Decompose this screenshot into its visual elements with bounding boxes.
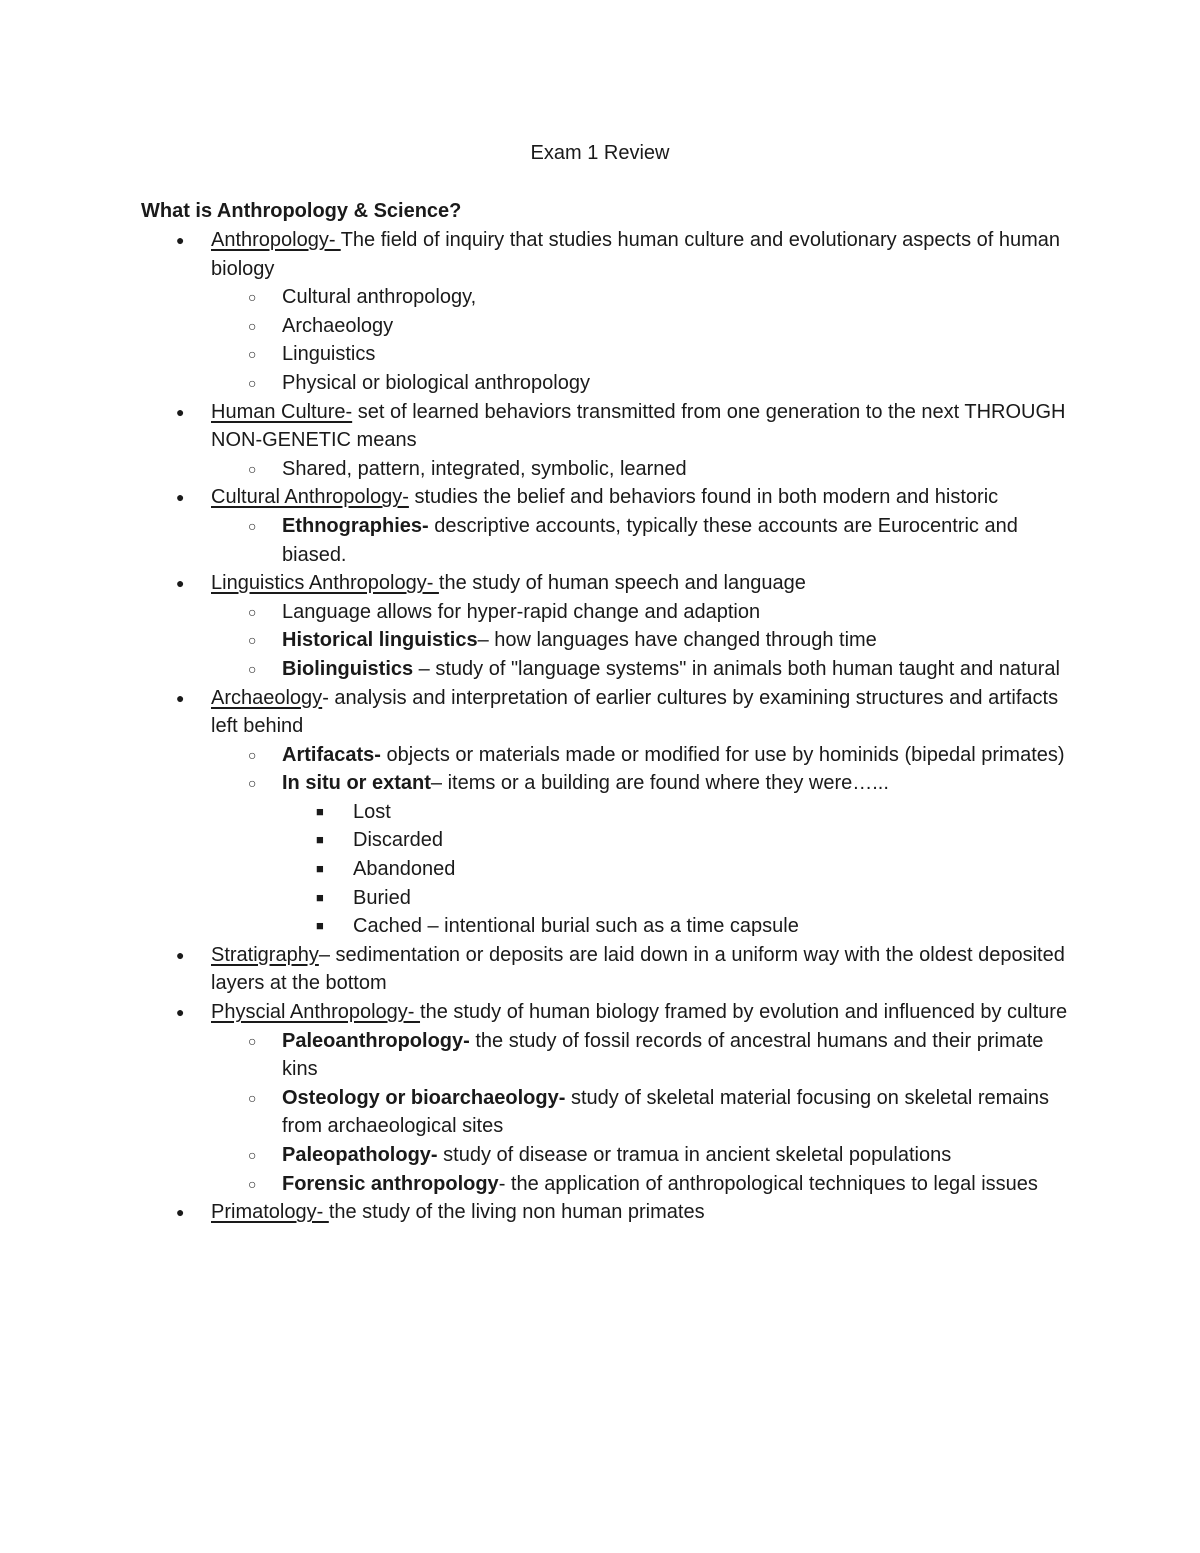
item-term: Physcial Anthropology- bbox=[211, 1001, 421, 1024]
item-text: the study of fossil records of ancestral humans and their primate kins bbox=[282, 1029, 1044, 1081]
outline-list bbox=[0, 226, 1200, 1227]
bullet-square-icon: ■ bbox=[316, 861, 324, 877]
item-text: Cultural anthropology, bbox=[282, 286, 477, 309]
item-term: Human Culture- bbox=[211, 400, 353, 423]
item-term: Ethnographies- bbox=[282, 514, 429, 537]
bullet-filled-icon: ● bbox=[176, 403, 185, 420]
bullet-hollow-icon: ○ bbox=[248, 660, 257, 677]
outline-item-level-2 bbox=[0, 312, 1200, 341]
item-text: – how languages have changed through time bbox=[477, 629, 877, 652]
bullet-hollow-icon: ○ bbox=[248, 1032, 257, 1049]
item-text: study of disease or tramua in ancient skeletal populations bbox=[437, 1144, 952, 1166]
item-text: Buried bbox=[353, 886, 411, 909]
item-text: objects or materials made or modified for use by hominids (bipedal primates) bbox=[380, 743, 1065, 766]
outline-item-level-1 bbox=[0, 398, 1200, 455]
document-title: Exam 1 Review bbox=[530, 142, 670, 164]
item-term: Artifacats- bbox=[282, 743, 381, 766]
outline-item-level-2 bbox=[0, 741, 1200, 770]
outline-item-level-1 bbox=[0, 569, 1200, 598]
item-text: set of learned behaviors transmitted from one generation to the next THROUGH NON-GENETIC means bbox=[211, 400, 1066, 452]
item-term: Paleopathology- bbox=[282, 1144, 438, 1166]
bullet-filled-icon: ● bbox=[176, 1204, 185, 1221]
item-term: Archaeology bbox=[211, 686, 323, 709]
bullet-hollow-icon: ○ bbox=[248, 374, 257, 391]
outline-item-level-2 bbox=[0, 655, 1200, 684]
outline-item-level-3 bbox=[0, 912, 1200, 941]
outline-item-level-1 bbox=[0, 998, 1200, 1027]
item-term: Cultural Anthropology- bbox=[211, 486, 409, 509]
item-term: In situ or extant bbox=[282, 772, 431, 795]
item-term: Forensic anthropology bbox=[282, 1172, 499, 1195]
outline-item-level-3 bbox=[0, 798, 1200, 827]
outline-item-level-1 bbox=[0, 684, 1200, 741]
item-text: Physical or biological anthropology bbox=[282, 371, 590, 394]
bullet-square-icon: ■ bbox=[316, 803, 324, 819]
item-term: Stratigraphy bbox=[211, 943, 319, 966]
outline-item-level-3 bbox=[0, 855, 1200, 884]
outline-item-level-2 bbox=[0, 1027, 1200, 1084]
bullet-hollow-icon: ○ bbox=[248, 289, 257, 306]
item-text: studies the belief and behaviors found in both modern and historic bbox=[408, 486, 999, 509]
bullet-filled-icon: ● bbox=[176, 946, 185, 963]
outline-item-level-1 bbox=[0, 941, 1200, 998]
bullet-filled-icon: ● bbox=[176, 1004, 185, 1021]
item-text: Language allows for hyper-rapid change and adaption bbox=[282, 600, 761, 623]
bullet-hollow-icon: ○ bbox=[248, 517, 257, 534]
outline-item-level-2 bbox=[0, 455, 1200, 484]
item-text: – items or a building are found where they were…... bbox=[430, 772, 889, 795]
bullet-filled-icon: ● bbox=[176, 489, 185, 506]
item-term: Osteology or bioarchaeology- bbox=[282, 1086, 566, 1109]
outline-item-level-2 bbox=[0, 769, 1200, 798]
outline-item-level-2 bbox=[0, 598, 1200, 627]
item-text: the study of human biology framed by evolution and influenced by culture bbox=[420, 1001, 1068, 1024]
bullet-filled-icon: ● bbox=[176, 232, 185, 248]
item-text: – study of "language systems" in animals both human taught and natural bbox=[413, 657, 1060, 680]
bullet-hollow-icon: ○ bbox=[248, 1147, 257, 1163]
bullet-hollow-icon: ○ bbox=[248, 746, 257, 763]
outline-item-level-3 bbox=[0, 826, 1200, 855]
item-text: study of skeletal material focusing on skeletal remains from archaeological sites bbox=[282, 1086, 1049, 1138]
item-text: – sedimentation or deposits are laid down in a uniform way with the oldest deposited layers at the bottom bbox=[211, 943, 1065, 995]
bullet-square-icon: ■ bbox=[316, 832, 324, 848]
outline-item-level-2 bbox=[0, 283, 1200, 312]
item-term: Anthropology- bbox=[211, 229, 341, 251]
outline-item-level-1 bbox=[0, 483, 1200, 512]
outline-item-level-2 bbox=[0, 1170, 1200, 1199]
outline-item-level-1 bbox=[0, 1198, 1200, 1227]
outline-item-level-1 bbox=[0, 226, 1200, 283]
bullet-hollow-icon: ○ bbox=[248, 1089, 257, 1106]
bullet-hollow-icon: ○ bbox=[248, 460, 257, 477]
item-text: Discarded bbox=[353, 829, 444, 852]
bullet-hollow-icon: ○ bbox=[248, 632, 257, 649]
item-text: The field of inquiry that studies human culture and evolutionary aspects of human biology bbox=[211, 229, 1061, 280]
bullet-hollow-icon: ○ bbox=[248, 603, 257, 620]
bullet-hollow-icon: ○ bbox=[248, 317, 257, 334]
item-term: Biolinguistics bbox=[282, 657, 414, 680]
outline-item-level-2 bbox=[0, 369, 1200, 398]
outline-item-level-2 bbox=[0, 512, 1200, 569]
item-term: Linguistics Anthropology- bbox=[211, 572, 439, 595]
bullet-square-icon: ■ bbox=[316, 889, 324, 905]
item-text: - analysis and interpretation of earlier cultures by examining structures and artifacts left behind bbox=[211, 686, 1059, 738]
item-text: Lost bbox=[353, 800, 391, 823]
outline-item-level-2 bbox=[0, 1141, 1200, 1170]
outline-item-level-3 bbox=[0, 884, 1200, 913]
bullet-hollow-icon: ○ bbox=[248, 775, 257, 792]
item-term: Primatology- bbox=[211, 1201, 329, 1224]
item-text: Linguistics bbox=[282, 343, 376, 366]
bullet-filled-icon: ● bbox=[176, 689, 185, 706]
outline-item-level-2 bbox=[0, 340, 1200, 369]
section-heading: What is Anthropology & Science? bbox=[141, 200, 462, 222]
bullet-square-icon: ■ bbox=[316, 918, 324, 934]
item-text: - the application of anthropological techniques to legal issues bbox=[498, 1172, 1038, 1195]
item-text: Cached – intentional burial such as a time capsule bbox=[353, 915, 799, 938]
item-text: Abandoned bbox=[353, 858, 456, 881]
item-text: the study of the living non human primates bbox=[328, 1201, 705, 1224]
item-text: the study of human speech and language bbox=[438, 572, 806, 595]
bullet-hollow-icon: ○ bbox=[248, 346, 257, 363]
bullet-filled-icon: ● bbox=[176, 575, 185, 592]
item-text: descriptive accounts, typically these accounts are Eurocentric and biased. bbox=[282, 514, 1018, 566]
outline-item-level-2 bbox=[0, 1084, 1200, 1141]
bullet-hollow-icon: ○ bbox=[248, 1175, 257, 1192]
item-text: Archaeology bbox=[282, 314, 394, 337]
item-term: Paleoanthropology- bbox=[282, 1029, 470, 1052]
item-term: Historical linguistics bbox=[282, 629, 478, 652]
outline-item-level-2 bbox=[0, 626, 1200, 655]
item-text: Shared, pattern, integrated, symbolic, learned bbox=[282, 457, 687, 480]
